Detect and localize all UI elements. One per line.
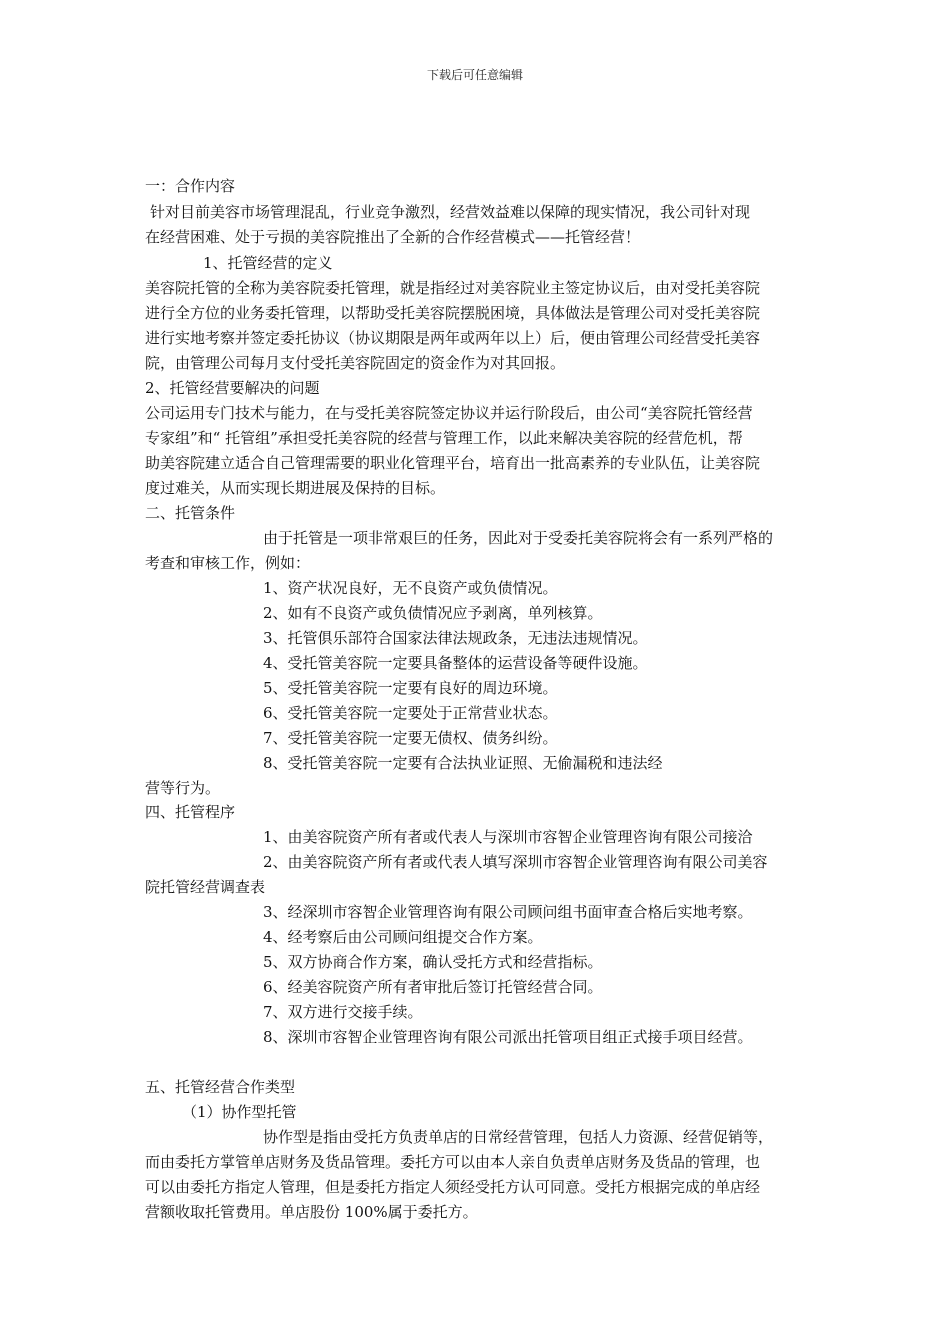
paragraph-line: 进行全方位的业务委托管理，以帮助受托美容院摆脱困境，具体做法是管理公司对受托美容院 xyxy=(145,304,761,322)
list-item: 3、经深圳市容智企业管理咨询有限公司顾问组书面审查合格后实地考察。 xyxy=(263,903,753,921)
section-heading: 一：合作内容 xyxy=(145,177,236,195)
subsection-heading: （1）协作型托管 xyxy=(182,1103,297,1121)
list-item: 2、如有不良资产或负债情况应予剥离，单列核算。 xyxy=(263,604,603,622)
list-item: 4、经考察后由公司顾问组提交合作方案。 xyxy=(263,928,543,946)
paragraph-line: 院，由管理公司每月支付受托美容院固定的资金作为对其回报。 xyxy=(145,354,566,372)
section-heading: 五、托管经营合作类型 xyxy=(145,1078,296,1096)
subsection-heading: 2、托管经营要解决的问题 xyxy=(145,379,320,397)
list-item: 5、受托管美容院一定要有良好的周边环境。 xyxy=(263,679,558,697)
list-item: 4、受托管美容院一定要具备整体的运营设备等硬件设施。 xyxy=(263,654,648,672)
list-item: 3、托管俱乐部符合国家法律法规政条，无违法违规情况。 xyxy=(263,629,648,647)
paragraph-line: 在经营困难、处于亏损的美容院推出了全新的合作经营模式——托管经营！ xyxy=(145,228,641,246)
page-header: 下载后可任意编辑 xyxy=(426,68,523,82)
paragraph-line: 进行实地考察并签定委托协议（协议期限是两年或两年以上）后，便由管理公司经营受托美容 xyxy=(145,329,761,347)
list-item-continuation: 营等行为。 xyxy=(145,779,221,797)
subsection-heading: 1、托管经营的定义 xyxy=(203,254,333,272)
list-item: 7、双方进行交接手续。 xyxy=(263,1003,423,1021)
list-item: 7、受托管美容院一定要无债权、债务纠纷。 xyxy=(263,729,558,747)
list-item: 8、受托管美容院一定要有合法执业证照、无偷漏税和违法经 xyxy=(263,754,663,772)
list-item: 8、深圳市容智企业管理咨询有限公司派出托管项目组正式接手项目经营。 xyxy=(263,1028,753,1046)
paragraph-line: 专家组”和“ 托管组”承担受托美容院的经营与管理工作，以此来解决美容院的经营危机，帮 xyxy=(145,429,743,447)
paragraph-line: 度过难关，从而实现长期进展及保持的目标。 xyxy=(145,479,446,497)
list-item: 6、受托管美容院一定要处于正常营业状态。 xyxy=(263,704,558,722)
paragraph-line: 而由委托方掌管单店财务及货品管理。委托方可以由本人亲自负责单店财务及货品的管理，也 xyxy=(145,1153,761,1171)
paragraph-line: 助美容院建立适合自己管理需要的职业化管理平台，培育出一批高素养的专业队伍，让美容院 xyxy=(145,454,761,472)
list-item: 1、资产状况良好，无不良资产或负债情况。 xyxy=(263,579,558,597)
paragraph-line: 针对目前美容市场管理混乱，行业竞争激烈，经营效益难以保障的现实情况，我公司针对现 xyxy=(150,203,751,221)
paragraph-line: 可以由委托方指定人管理，但是委托方指定人须经受托方认可同意。受托方根据完成的单店经 xyxy=(145,1178,761,1196)
paragraph-line: 营额收取托管费用。单店股份 100%属于委托方。 xyxy=(145,1203,478,1221)
paragraph-line: 考查和审核工作，例如： xyxy=(145,554,311,572)
list-item: 6、经美容院资产所有者审批后签订托管经营合同。 xyxy=(263,978,603,996)
list-item-continuation: 院托管经营调查表 xyxy=(145,878,266,896)
section-heading: 二、托管条件 xyxy=(145,504,236,522)
paragraph-line: 协作型是指由受托方负责单店的日常经营管理，包括人力资源、经营促销等， xyxy=(263,1128,774,1146)
list-item: 5、双方协商合作方案，确认受托方式和经营指标。 xyxy=(263,953,603,971)
list-item: 2、由美容院资产所有者或代表人填写深圳市容智企业管理咨询有限公司美容 xyxy=(263,853,768,871)
section-heading: 四、托管程序 xyxy=(145,803,236,821)
list-item: 1、由美容院资产所有者或代表人与深圳市容智企业管理咨询有限公司接洽 xyxy=(263,828,753,846)
paragraph-line: 公司运用专门技术与能力，在与受托美容院签定协议并运行阶段后，由公司“美容院托管经营 xyxy=(145,404,753,422)
paragraph-line: 美容院托管的全称为美容院委托管理，就是指经过对美容院业主签定协议后，由对受托美容院 xyxy=(145,279,761,297)
paragraph-line: 由于托管是一项非常艰巨的任务，因此对于受委托美容院将会有一系列严格的 xyxy=(263,529,774,547)
